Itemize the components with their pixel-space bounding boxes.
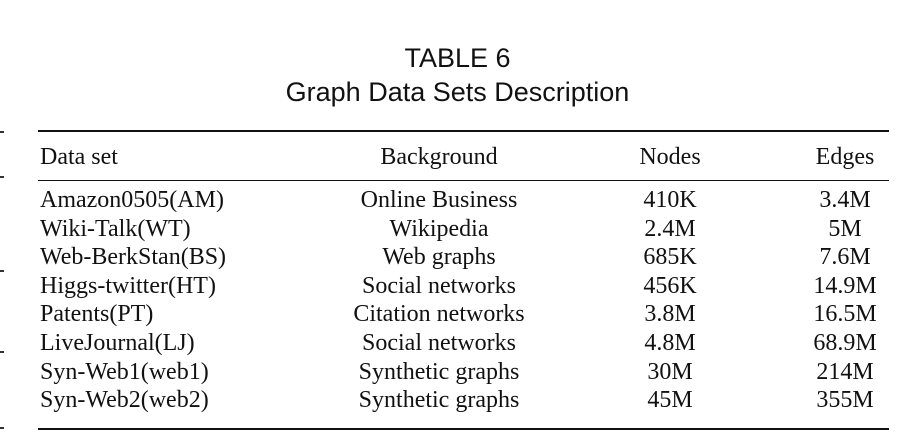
table-row [0, 386, 915, 415]
header-dataset: Data set [40, 144, 118, 170]
cell-dataset: Wiki-Talk(WT) [40, 215, 191, 242]
page-edge-tick [0, 131, 4, 133]
cell-nodes: 30M [647, 358, 693, 385]
table-row [0, 300, 915, 329]
cell-dataset: Amazon0505(AM) [40, 187, 224, 213]
cell-edges: 14.9M [813, 272, 877, 299]
cell-nodes: 4.8M [644, 329, 696, 356]
cell-background: Wikipedia [389, 215, 489, 242]
cell-edges: 7.6M [819, 244, 871, 271]
cell-dataset: Syn-Web2(web2) [40, 387, 209, 414]
cell-dataset: Patents(PT) [40, 301, 154, 328]
cell-dataset: Higgs-twitter(HT) [40, 272, 216, 299]
cell-nodes: 2.4M [644, 215, 696, 242]
cell-background: Citation networks [353, 301, 525, 328]
cell-nodes: 3.8M [644, 301, 696, 328]
header-nodes: Nodes [639, 144, 701, 170]
cell-dataset: LiveJournal(LJ) [40, 329, 195, 356]
cell-background: Synthetic graphs [358, 358, 520, 385]
cell-dataset: Syn-Web1(web1) [40, 358, 209, 385]
cell-edges: 3.4M [819, 187, 871, 213]
cell-nodes: 410K [643, 187, 697, 213]
table-header-rule [38, 180, 889, 181]
page-edge-tick [0, 427, 4, 429]
page-edge-tick [0, 176, 4, 178]
table-caption-label: TABLE 6 [404, 43, 511, 73]
cell-edges: 214M [816, 358, 874, 385]
cell-dataset: Web-BerkStan(BS) [40, 244, 227, 271]
cell-edges: 16.5M [813, 301, 877, 328]
table-bottom-rule [38, 428, 889, 430]
header-edges: Edges [815, 144, 875, 170]
header-background: Background [380, 144, 498, 170]
cell-background: Synthetic graphs [358, 387, 520, 414]
table-row [0, 329, 915, 358]
table-header-row [0, 143, 915, 172]
cell-nodes: 685K [643, 244, 697, 271]
cell-edges: 68.9M [813, 329, 877, 356]
table-row [0, 272, 915, 301]
cell-edges: 5M [828, 215, 862, 242]
table-top-rule [38, 130, 889, 132]
table-body [0, 186, 915, 415]
table-row [0, 215, 915, 244]
cell-background: Social networks [362, 272, 516, 299]
cell-background: Web graphs [382, 244, 496, 271]
cell-edges: 355M [816, 387, 874, 414]
cell-nodes: 456K [643, 272, 697, 299]
cell-nodes: 45M [647, 387, 693, 414]
table-caption-title: Graph Data Sets Description [285, 77, 630, 107]
cell-background: Online Business [360, 187, 518, 213]
table-row [0, 243, 915, 272]
cell-background: Social networks [362, 329, 516, 356]
table-row [0, 358, 915, 387]
table-row [0, 186, 915, 215]
